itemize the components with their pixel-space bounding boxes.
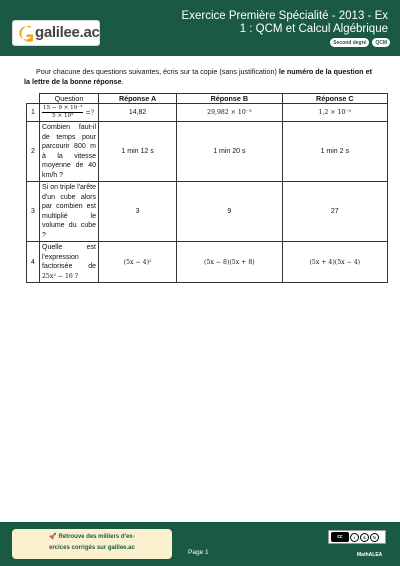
header-blank-cell (27, 94, 40, 104)
answer-a: 1 min 12 s (99, 122, 177, 182)
question-2: Combien faut-il de temps pour parcourir 800 m à la vitesse moyenne de 40 km/h ? (40, 122, 99, 182)
question-number: 2 (27, 122, 40, 182)
tag-list (330, 38, 390, 47)
page-title-line2: 1 : QCM et Calcul Algébrique (239, 23, 388, 35)
cc-nc-icon: $ (360, 533, 369, 542)
question-3: Si on triple l'arête d'un cube alors par combien est multiplié le volume du cube ? (40, 182, 99, 242)
header-reponse-c: Réponse C (282, 94, 387, 104)
mathalea-brand: MathALEA (357, 552, 383, 558)
answer-b: 29,982 × 10⁻³ (177, 104, 282, 122)
promo-link[interactable] (12, 529, 172, 559)
table-header-row (27, 94, 388, 104)
tag-qcm[interactable]: QCM (372, 38, 390, 47)
instructions-bold: le numéro de la question et la lettre de la bonne réponse (24, 67, 372, 86)
table-row (27, 182, 388, 242)
promo-line2: ercices corrigés sur galilee.ac (49, 545, 135, 551)
fraction-denominator: 5 × 10² (52, 113, 74, 119)
question-suffix: =? (85, 109, 94, 117)
fraction (42, 105, 83, 120)
answer-c: 27 (282, 182, 387, 242)
fraction-numerator: 15 − 9 × 10⁻³ (43, 105, 83, 111)
answer-a: (5x − 4)² (99, 242, 177, 283)
qcm-table (26, 93, 388, 283)
question-number: 1 (27, 104, 40, 122)
instructions-end: . (121, 77, 124, 86)
answer-c: (5x + 4)(5x − 4) (282, 242, 387, 283)
answer-b: (5x − 8)(5x + 8) (177, 242, 282, 283)
table-row (27, 242, 388, 283)
question-number: 3 (27, 182, 40, 242)
footer-banner (0, 522, 400, 566)
galilee-logo-icon (18, 25, 34, 43)
answer-b: 9 (177, 182, 282, 242)
answer-a: 3 (99, 182, 177, 242)
answer-a: 14,82 (99, 104, 177, 122)
answer-b: 1 min 20 s (177, 122, 282, 182)
logo-text: galilee.ac (35, 24, 100, 41)
rocket-icon: 🚀 (49, 534, 59, 540)
header-banner (0, 0, 400, 56)
cc-by-icon: i (350, 533, 359, 542)
cc-sa-icon: ↻ (370, 533, 379, 542)
question-4-text: Quelle est l'expression factorisée de (42, 244, 96, 270)
answer-c: 1,2 × 10⁻⁵ (282, 104, 387, 122)
instructions (24, 67, 374, 87)
galilee-logo[interactable] (12, 20, 100, 46)
creative-commons-badge[interactable] (328, 530, 386, 544)
cc-logo-icon: cc (331, 532, 349, 542)
question-number: 4 (27, 242, 40, 283)
header-question: Question (40, 94, 99, 104)
tag-second-degre[interactable]: Second degré (330, 38, 369, 47)
table-row (27, 104, 388, 122)
question-4-math: 25x² − 16 ? (42, 272, 79, 280)
table-row (27, 122, 388, 182)
instructions-text: Pour chacune des questions suivantes, écris sur ta copie (sans justification) (36, 67, 279, 76)
question-4 (40, 242, 99, 283)
promo-line1: Retrouve des milliers d'ex- (58, 534, 135, 540)
page-number: Page 1 (188, 549, 209, 556)
question-1 (40, 104, 99, 122)
answer-c: 1 min 2 s (282, 122, 387, 182)
header-reponse-b: Réponse B (177, 94, 282, 104)
page-title-line1: Exercice Première Spécialité - 2013 - Ex (181, 10, 388, 22)
header-reponse-a: Réponse A (99, 94, 177, 104)
